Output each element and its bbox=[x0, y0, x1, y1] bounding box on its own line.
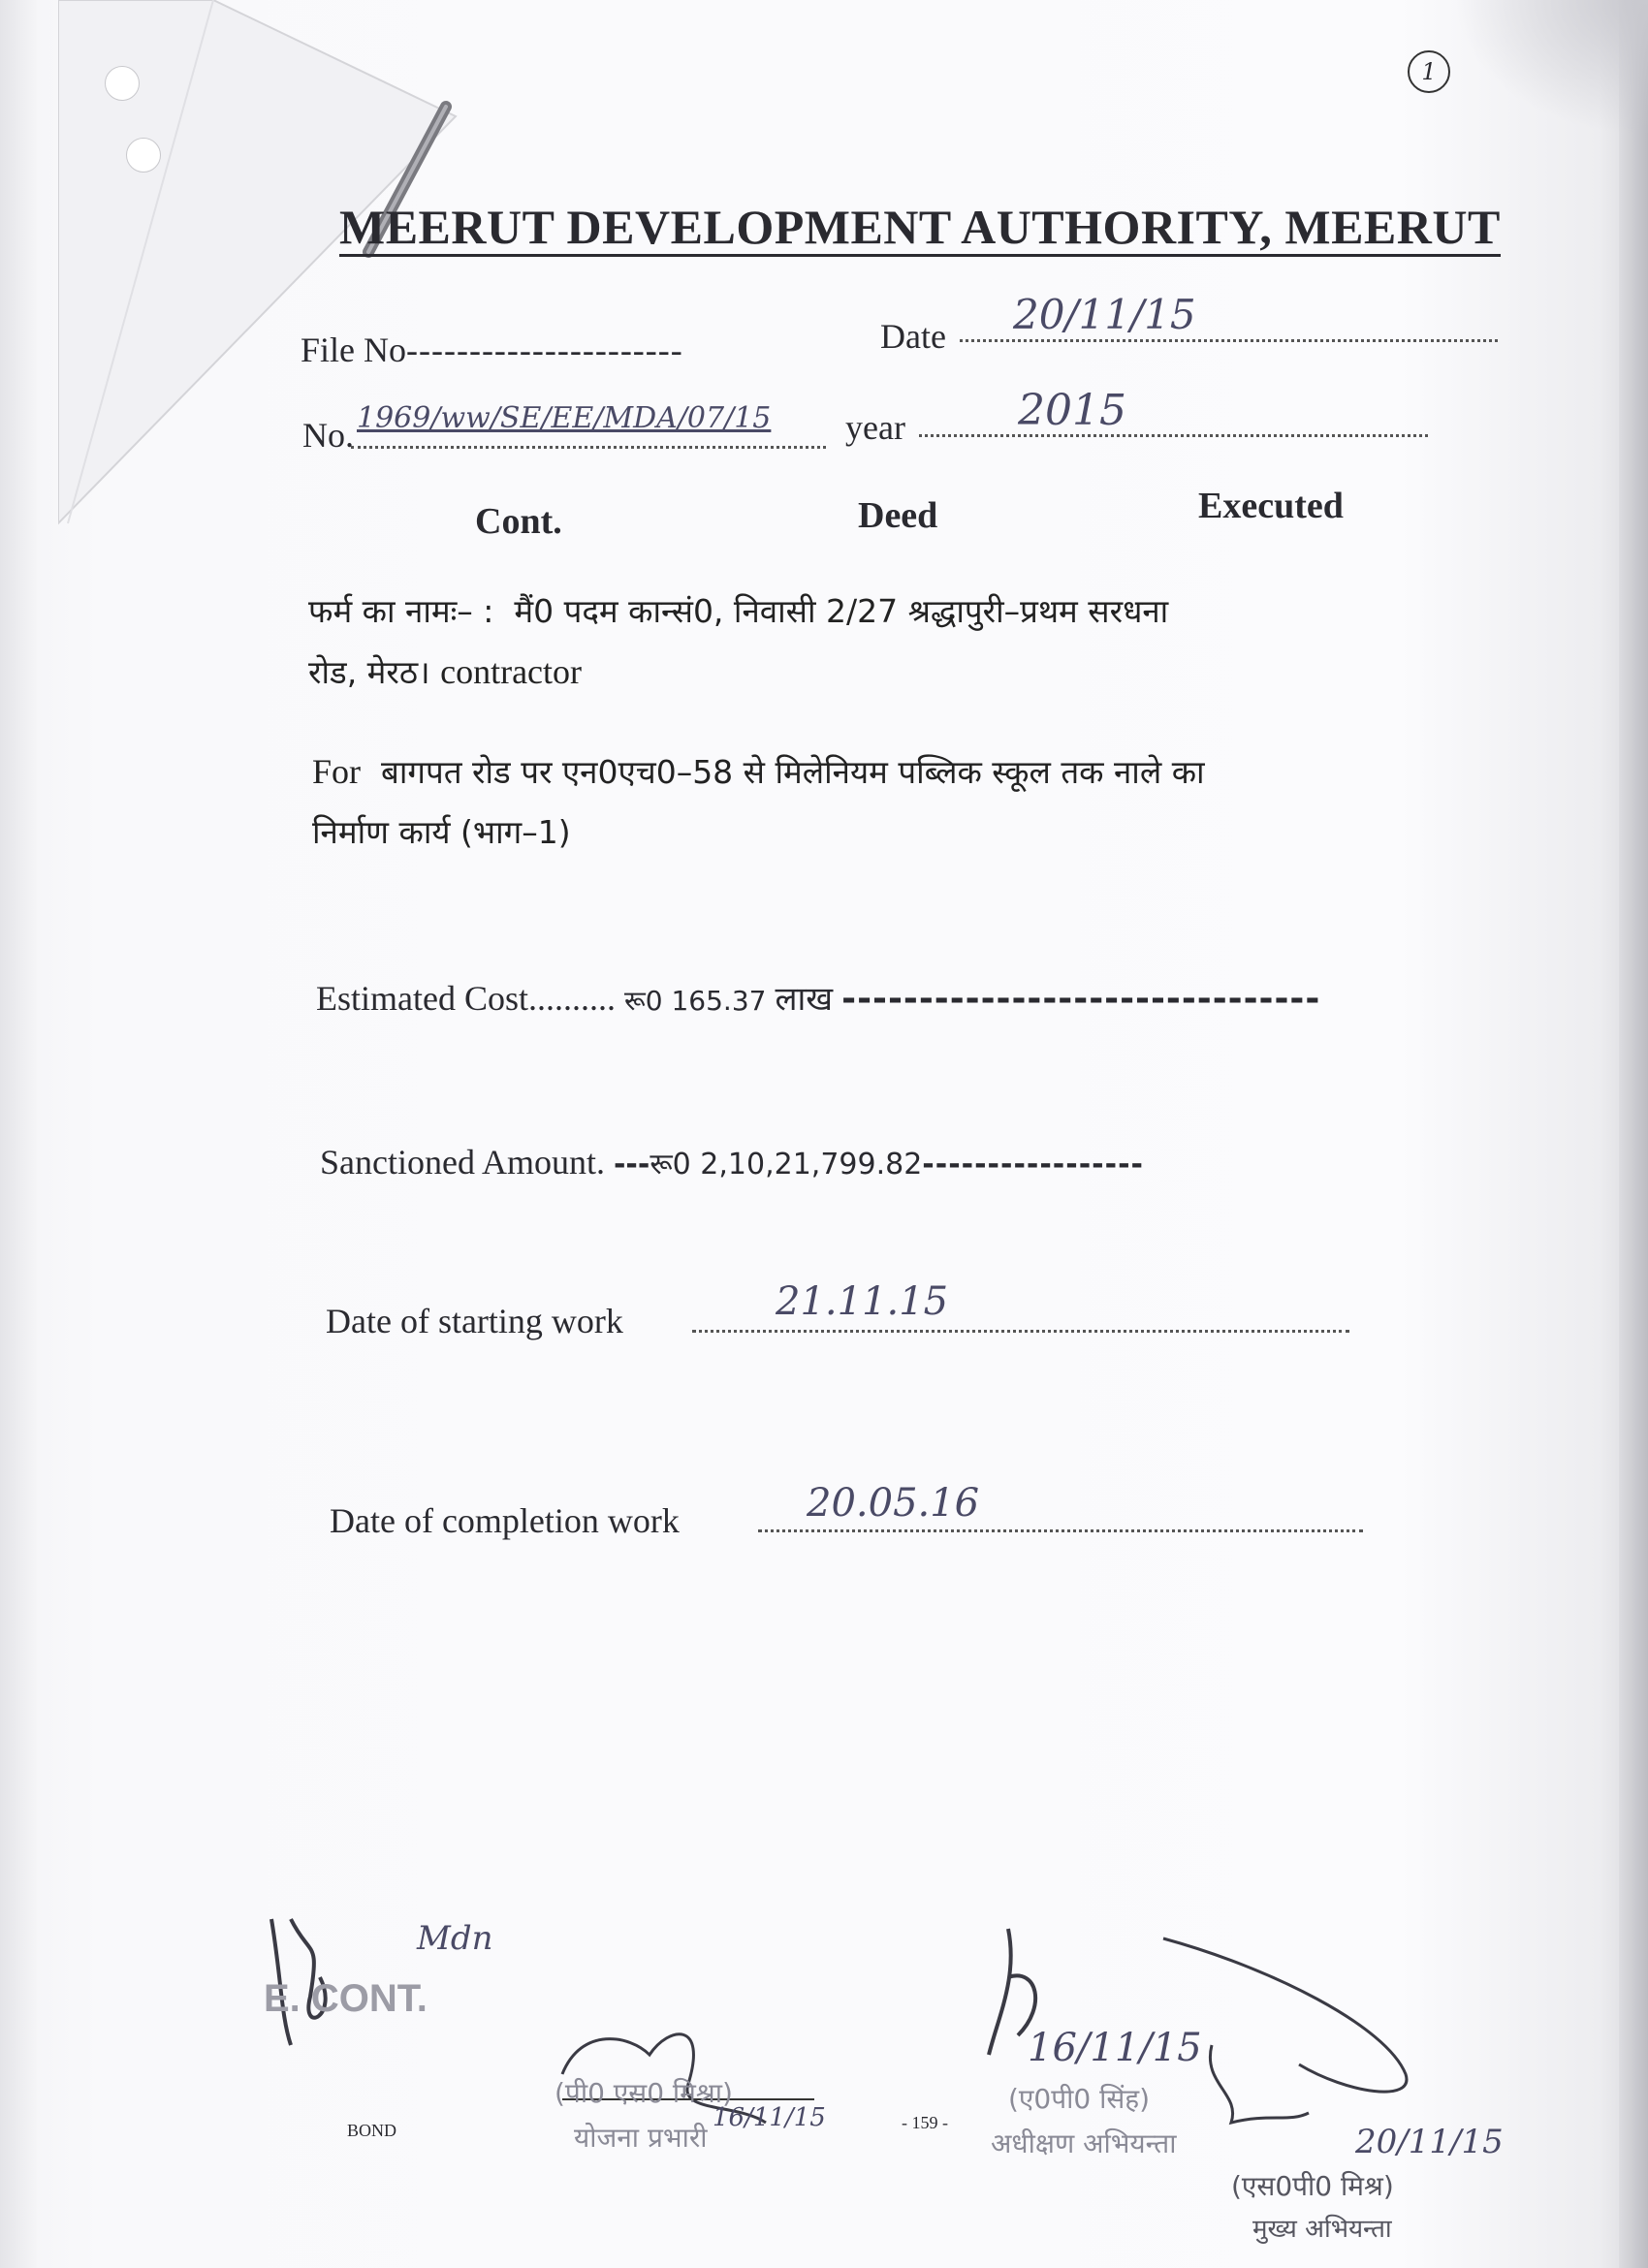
stamp-left: E. CONT. bbox=[264, 1977, 428, 2020]
firm-label: फर्म का नामः– : bbox=[308, 592, 494, 630]
heading-executed: Executed bbox=[1198, 486, 1344, 526]
page-mark-circle: 1 bbox=[1408, 50, 1450, 93]
completion-date-value: 20.05.16 bbox=[807, 1481, 980, 1526]
scan-shadow bbox=[1454, 0, 1648, 136]
completion-date-line bbox=[758, 1528, 1363, 1532]
completion-date-label: Date of completion work bbox=[330, 1501, 680, 1540]
scan-edge-left bbox=[0, 0, 37, 2268]
start-date-label: Date of starting work bbox=[326, 1302, 623, 1340]
ce-title: मुख्य अभियन्ता bbox=[1252, 2215, 1392, 2244]
se-date: 16/11/15 bbox=[1028, 2026, 1202, 2070]
bond-label: BOND bbox=[347, 2121, 397, 2140]
file-no-label: File No---------------------- bbox=[301, 331, 683, 369]
date-value: 20/11/15 bbox=[1013, 291, 1196, 338]
planner-date: 16/11/15 bbox=[713, 2103, 826, 2132]
no-label: No. bbox=[302, 416, 354, 455]
estimated-cost-unit: लाख bbox=[775, 980, 834, 1019]
year-value: 2015 bbox=[1018, 386, 1126, 435]
firm-name-block bbox=[308, 582, 1549, 703]
ce-name: (एस0पी0 मिश्र) bbox=[1231, 2170, 1394, 2202]
year-label: year bbox=[845, 408, 905, 447]
planner-name: (पी0 एस0 मिश्रा) bbox=[555, 2077, 733, 2109]
se-name: (ए0पी0 सिंह) bbox=[1008, 2083, 1151, 2115]
firm-suffix: contractor bbox=[440, 652, 583, 691]
ce-date: 20/11/15 bbox=[1355, 2123, 1504, 2161]
heading-deed: Deed bbox=[858, 495, 938, 536]
page-number: - 159 - bbox=[902, 2113, 948, 2132]
estimated-cost-label: Estimated Cost bbox=[316, 979, 528, 1018]
se-title: अधीक्षण अभियन्ता bbox=[991, 2127, 1177, 2159]
signature-note: Mdn bbox=[417, 1919, 493, 1958]
start-date-value: 21.11.15 bbox=[776, 1279, 949, 1324]
work-line-2: निर्माण कार्य (भाग–1) bbox=[312, 813, 571, 851]
work-prefix: For bbox=[312, 752, 362, 791]
work-description bbox=[312, 741, 1553, 863]
year-line bbox=[919, 432, 1428, 437]
estimated-cost-row: Estimated Cost.......... रू0 165.37 लाख ------------------------------- bbox=[316, 979, 1321, 1019]
punch-hole bbox=[105, 66, 140, 101]
punch-hole bbox=[126, 138, 161, 173]
scan-edge-right bbox=[1619, 0, 1648, 2268]
firm-value-line2: रोड, मेरठ। bbox=[308, 653, 430, 691]
date-label: Date bbox=[880, 317, 946, 356]
planner-title: योजना प्रभारी bbox=[574, 2122, 708, 2154]
heading-cont: Cont. bbox=[475, 501, 562, 542]
firm-value: मैं0 पदम कान्सं0, निवासी 2/27 श्रद्धापुरी–प्रथम सरधना bbox=[514, 592, 1169, 630]
work-line-1: बागपत रोड पर एन0एच0–58 से मिलेनियम पब्लिक स्कूल तक नाले का bbox=[381, 753, 1205, 791]
estimated-cost-value: रू0 165.37 bbox=[624, 985, 767, 1017]
no-line bbox=[351, 444, 826, 449]
sanctioned-amount-label: Sanctioned Amount. bbox=[320, 1143, 605, 1181]
start-date-line bbox=[692, 1328, 1349, 1333]
sanctioned-amount-value: रू0 2,10,21,799.82 bbox=[650, 1148, 923, 1181]
sanctioned-amount-row: Sanctioned Amount. ---रू0 2,10,21,799.82----------------- bbox=[320, 1143, 1144, 1181]
signature-ce bbox=[1154, 1929, 1444, 2152]
page-title: MEERUT DEVELOPMENT AUTHORITY, MEERUT bbox=[339, 200, 1501, 257]
no-value: 1969/ww/SE/EE/MDA/07/15 bbox=[357, 401, 772, 435]
